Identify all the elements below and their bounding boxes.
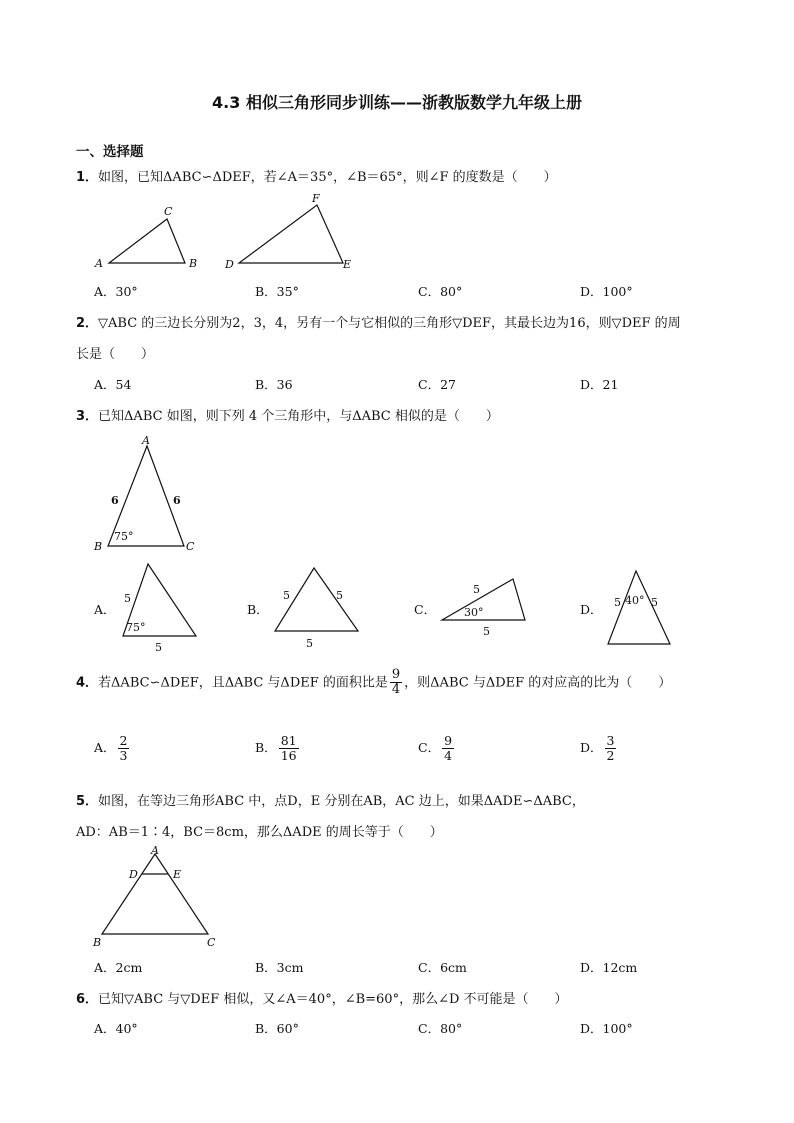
angle-label: 40° xyxy=(625,594,645,607)
side-left: 5 xyxy=(614,596,621,609)
side-right: 5 xyxy=(336,589,343,602)
option-letter: A． xyxy=(94,739,116,755)
q5-option-a[interactable]: A．2cm xyxy=(94,960,143,975)
q1-figure-def xyxy=(225,192,365,272)
q3-option-c[interactable]: C． xyxy=(414,602,437,617)
q4-option-a[interactable] xyxy=(94,734,131,763)
question-number: 6． xyxy=(76,992,99,1007)
fraction xyxy=(605,734,617,763)
label-a: A xyxy=(142,434,150,447)
option-letter: B． xyxy=(255,739,277,755)
label-e: E xyxy=(343,258,352,271)
question-text-b: ，则ΔABC 与ΔDEF 的对应高的比为（ ） xyxy=(404,675,672,691)
q1-option-b[interactable]: B．35° xyxy=(255,284,299,299)
q4-option-c[interactable] xyxy=(418,734,456,763)
q5-option-d[interactable]: D．12cm xyxy=(580,960,638,975)
numerator: 81 xyxy=(280,733,297,748)
side-left: 5 xyxy=(283,589,290,602)
label-a: A xyxy=(95,257,103,270)
angle-label: 30° xyxy=(464,606,484,619)
q5-figure xyxy=(90,844,225,954)
q2-option-a[interactable]: A．54 xyxy=(94,377,132,392)
bottom-label: 5 xyxy=(155,641,162,654)
angle-label: 75° xyxy=(126,621,146,634)
question-number: 1． xyxy=(76,170,99,185)
question-number: 4． xyxy=(76,675,99,691)
side-right: 6 xyxy=(173,494,181,507)
label-c: C xyxy=(164,205,173,218)
label-f: F xyxy=(312,192,320,205)
q1-option-d[interactable]: D．100° xyxy=(580,284,633,299)
q4-option-b[interactable] xyxy=(255,734,301,763)
label-d: D xyxy=(129,868,138,881)
side-right: 5 xyxy=(651,596,658,609)
question-5 xyxy=(76,790,585,809)
bottom-label: 5 xyxy=(306,637,313,650)
label-b: B xyxy=(94,540,103,553)
question-text: 已知ΔABC 如图，则下列 4 个三角形中，与ΔABC 相似的是（ ） xyxy=(98,409,499,424)
numerator: 3 xyxy=(606,733,615,748)
denominator: 2 xyxy=(606,747,615,763)
q3-option-d[interactable]: D． xyxy=(580,602,603,617)
q3-option-c-figure xyxy=(438,575,533,645)
q3-option-a-figure xyxy=(118,560,208,655)
numerator: 9 xyxy=(444,733,453,748)
label-d: D xyxy=(225,258,234,271)
section-heading: 一、选择题 xyxy=(76,144,144,160)
q1-option-a[interactable]: A．30° xyxy=(94,284,138,299)
question-text: 如图，已知ΔABC∽ΔDEF，若∠A＝35°，∠B＝65°，则∠F 的度数是（ ） xyxy=(98,170,557,185)
question-2 xyxy=(76,312,681,331)
fraction xyxy=(118,734,130,763)
q2-option-d[interactable]: D．21 xyxy=(580,377,619,392)
question-text-a: 若ΔABC∽ΔDEF，且ΔABC 与ΔDEF 的面积比是 xyxy=(98,675,388,691)
question-number: 2． xyxy=(76,316,99,331)
q6-option-b[interactable]: B．60° xyxy=(255,1021,299,1036)
q4-option-d[interactable] xyxy=(580,734,618,763)
label-b: B xyxy=(189,257,198,270)
question-text-line1: ▽ABC 的三边长分别为2，3，4，另有一个与它相似的三角形▽DEF，其最长边为16，则▽DEF 的周 xyxy=(98,316,681,331)
q5-option-b[interactable]: B．3cm xyxy=(255,960,304,975)
denominator: 4 xyxy=(444,747,453,763)
side-label: 5 xyxy=(124,592,131,605)
denominator: 4 xyxy=(391,682,401,698)
q6-option-c[interactable]: C．80° xyxy=(418,1021,463,1036)
page-title: 4.3 相似三角形同步训练——浙教版数学九年级上册 xyxy=(212,93,582,112)
option-letter: D． xyxy=(580,739,603,755)
question-5-line2: AD：AB＝1∶4，BC＝8cm，那么ΔADE 的周长等于（ ） xyxy=(76,825,443,840)
q6-option-a[interactable]: A．40° xyxy=(94,1021,138,1036)
question-4 xyxy=(76,668,671,698)
q3-option-d-figure xyxy=(604,568,674,650)
angle-b: 75° xyxy=(114,530,134,543)
q3-option-b[interactable]: B． xyxy=(247,602,269,617)
question-2-line2: 长是（ ） xyxy=(76,347,155,362)
question-text-line1: 如图，在等边三角形ABC 中，点D，E 分别在AB，AC 边上，如果ΔADE∽ΔABC， xyxy=(98,794,585,809)
top-label: 5 xyxy=(473,583,480,596)
label-e: E xyxy=(173,868,182,881)
fraction xyxy=(390,668,402,698)
question-text: 已知▽ABC 与▽DEF 相似，又∠A＝40°，∠B=60°，那么∠D 不可能是（ ） xyxy=(98,992,568,1007)
q6-option-d[interactable]: D．100° xyxy=(580,1021,633,1036)
question-6 xyxy=(76,988,568,1007)
q3-main-figure xyxy=(92,432,212,557)
q3-option-a[interactable]: A． xyxy=(94,602,116,617)
question-number: 5． xyxy=(76,794,99,809)
option-letter: C． xyxy=(418,739,441,755)
q3-option-b-figure xyxy=(270,565,365,650)
question-number: 3． xyxy=(76,409,99,424)
label-b: B xyxy=(93,936,102,949)
numerator: 2 xyxy=(119,733,128,748)
denominator: 3 xyxy=(119,747,128,763)
side-left: 6 xyxy=(111,494,119,507)
q5-option-c[interactable]: C．6cm xyxy=(418,960,467,975)
label-a: A xyxy=(151,844,159,857)
q2-option-c[interactable]: C．27 xyxy=(418,377,456,392)
bottom-label: 5 xyxy=(483,625,490,638)
label-c: C xyxy=(207,936,216,949)
q2-option-b[interactable]: B．36 xyxy=(255,377,293,392)
label-c: C xyxy=(186,540,195,553)
question-3 xyxy=(76,405,499,424)
denominator: 16 xyxy=(280,747,297,763)
fraction xyxy=(279,734,299,763)
question-1 xyxy=(76,166,557,185)
q1-figure-abc xyxy=(95,205,215,275)
q1-option-c[interactable]: C．80° xyxy=(418,284,463,299)
numerator: 9 xyxy=(391,667,401,682)
fraction xyxy=(442,734,454,763)
